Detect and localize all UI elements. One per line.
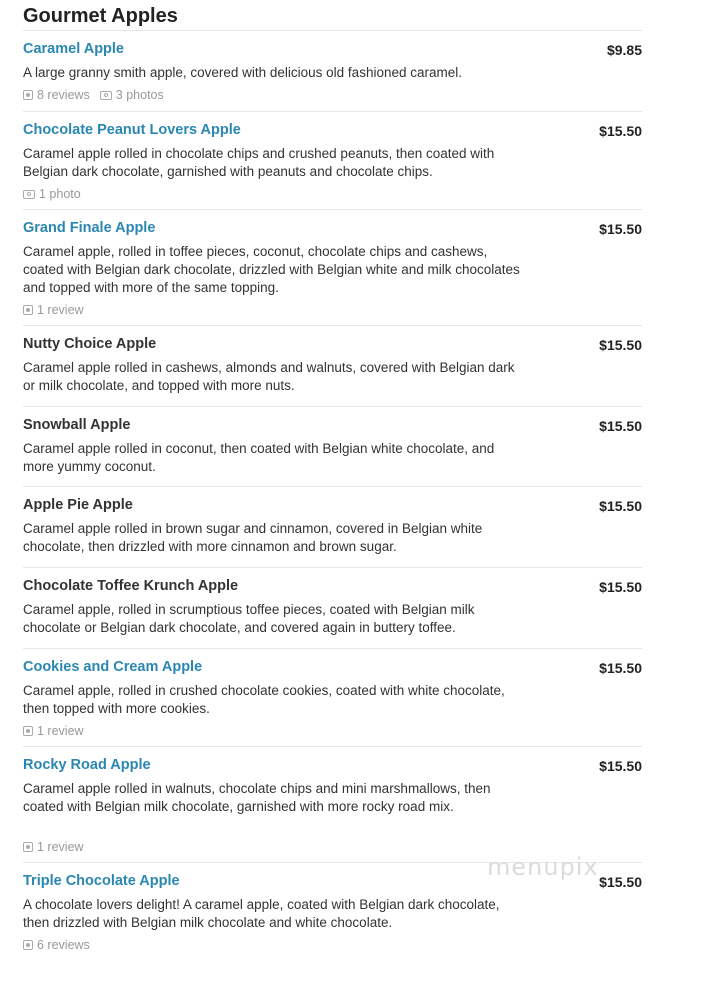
item-title-link[interactable]: Cookies and Cream Apple	[23, 659, 203, 675]
menu-item	[23, 407, 642, 487]
item-price: $15.50	[599, 337, 642, 353]
item-title-link[interactable]: Rocky Road Apple	[23, 757, 151, 773]
menu-item	[23, 31, 642, 112]
menu-item	[23, 326, 642, 407]
reviews-link[interactable]	[23, 723, 84, 739]
item-price: $15.50	[599, 660, 642, 676]
menu-item	[23, 112, 642, 210]
item-description: Caramel apple, rolled in scrumptious toffee pieces, coated with Belgian milk chocolate or Belgian dark chocolate, and covered again in buttery toffee.	[23, 602, 475, 635]
item-price: $9.85	[606, 42, 642, 58]
item-description: Caramel apple, rolled in toffee pieces, coconut, chocolate chips and cashews, coated with Belgian dark chocolate, drizzled with Belgian white and milk chocolates and topped with more of the same topping.	[23, 244, 520, 295]
reviews-count: 1 review	[37, 840, 84, 854]
item-description: Caramel apple rolled in chocolate chips and crushed peanuts, then coated with Belgian dark chocolate, garnished with peanuts and chocolate chips.	[23, 146, 495, 179]
item-title: Nutty Choice Apple	[23, 336, 157, 352]
reviews-count: 1 review	[37, 303, 84, 317]
reviews-count: 6 reviews	[37, 938, 90, 952]
reviews-link[interactable]	[23, 839, 84, 855]
item-description: Caramel apple, rolled in crushed chocolate cookies, coated with white chocolate, then topped with more cookies.	[23, 683, 505, 716]
item-price: $15.50	[599, 758, 642, 774]
reviews-link[interactable]	[23, 302, 84, 318]
item-meta	[23, 937, 100, 953]
item-title: Chocolate Toffee Krunch Apple	[23, 578, 239, 594]
item-meta	[23, 87, 174, 103]
menu-item	[23, 863, 642, 983]
item-price: $15.50	[599, 498, 642, 514]
item-description: Caramel apple rolled in cashews, almonds and walnuts, covered with Belgian dark or milk chocolate, and topped with more nuts.	[23, 360, 515, 393]
photos-link[interactable]	[23, 186, 81, 202]
reviews-count: 8 reviews	[37, 88, 90, 102]
menu-section	[23, 0, 642, 983]
review-icon	[23, 842, 33, 852]
item-title-link[interactable]: Chocolate Peanut Lovers Apple	[23, 122, 241, 138]
review-icon	[23, 305, 33, 315]
camera-icon	[100, 91, 112, 100]
menu-item	[23, 210, 642, 326]
menu-item	[23, 649, 642, 747]
section-title: Gourmet Apples	[23, 0, 642, 31]
item-description: Caramel apple rolled in coconut, then coated with Belgian white chocolate, and more yummy coconut.	[23, 441, 495, 474]
item-description: Caramel apple rolled in brown sugar and cinnamon, covered in Belgian white chocolate, then drizzled with more cinnamon and brown sugar.	[23, 521, 483, 554]
review-icon	[23, 940, 33, 950]
menu-item	[23, 487, 642, 568]
photos-link[interactable]	[100, 87, 164, 103]
item-description: Caramel apple rolled in walnuts, chocolate chips and mini marshmallows, then coated with Belgian milk chocolate, garnished with more rocky road mix.	[23, 781, 491, 814]
item-price: $15.50	[599, 579, 642, 595]
item-description: A large granny smith apple, covered with delicious old fashioned caramel.	[23, 65, 462, 80]
item-meta	[23, 723, 94, 739]
photos-count: 3 photos	[115, 88, 164, 102]
review-icon	[23, 726, 33, 736]
reviews-link[interactable]	[23, 87, 90, 103]
item-price: $15.50	[599, 874, 642, 890]
photos-count: 1 photo	[39, 187, 81, 201]
item-meta	[23, 839, 94, 855]
menu-item	[23, 568, 642, 649]
item-price: $15.50	[599, 221, 642, 237]
reviews-link[interactable]	[23, 937, 90, 953]
review-icon	[23, 90, 33, 100]
camera-icon	[23, 190, 35, 199]
menu-item	[23, 747, 642, 863]
reviews-count: 1 review	[37, 724, 84, 738]
item-title: Apple Pie Apple	[23, 497, 133, 513]
item-meta	[23, 302, 94, 318]
item-title-link[interactable]: Grand Finale Apple	[23, 220, 156, 236]
item-meta	[23, 186, 91, 202]
item-title-link[interactable]: Caramel Apple	[23, 41, 124, 57]
item-price: $15.50	[599, 418, 642, 434]
item-description: A chocolate lovers delight! A caramel apple, coated with Belgian dark chocolate, then drizzled with Belgian milk chocolate and white chocolate.	[23, 897, 500, 930]
item-title: Snowball Apple	[23, 417, 131, 433]
item-title-link[interactable]: Triple Chocolate Apple	[23, 873, 180, 889]
watermark-logo: menupix	[487, 853, 599, 881]
item-price: $15.50	[599, 123, 642, 139]
